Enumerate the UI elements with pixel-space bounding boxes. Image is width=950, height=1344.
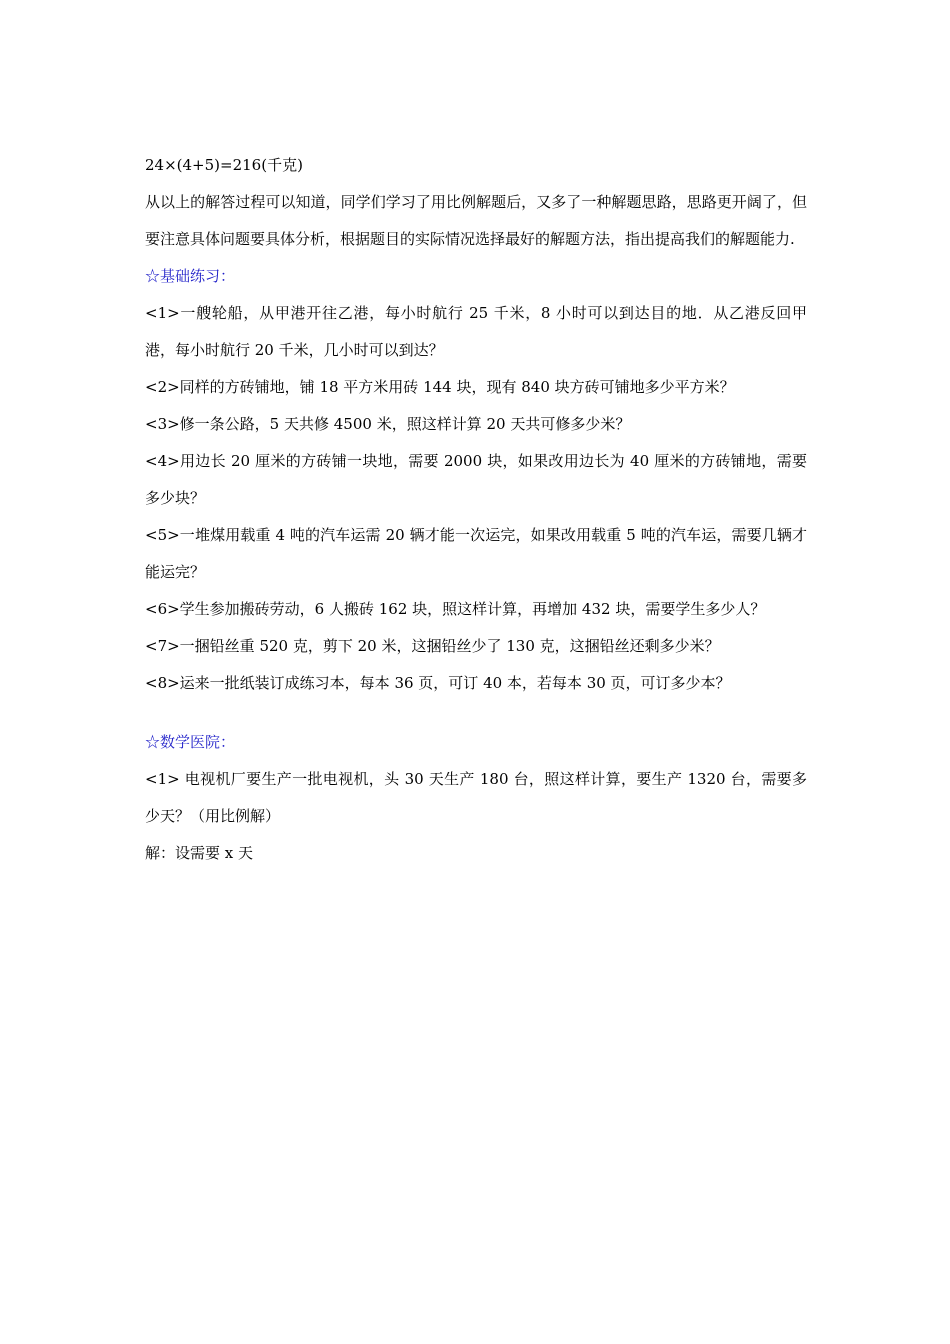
section-gap — [145, 702, 807, 724]
basic-practice-title: ☆基础练习： — [145, 267, 236, 285]
document-body — [145, 147, 807, 872]
math-hospital-title: ☆数学医院： — [145, 733, 236, 751]
basic-question-5: <5>一堆煤用载重 4 吨的汽车运需 20 辆才能一次运完，如果改用载重 5 吨的汽车运，需要几辆才能运完？ — [145, 526, 807, 581]
summary-paragraph: 从以上的解答过程可以知道，同学们学习了用比例解题后，又多了一种解题思路，思路更开阔了，但要注意具体问题要具体分析，根据题目的实际情况选择最好的解题方法，指出提高我们的解题能力. — [145, 193, 807, 248]
formula-line: 24×(4+5)=216(千克) — [145, 156, 303, 174]
basic-question-3: <3>修一条公路，5 天共修 4500 米，照这样计算 20 天共可修多少米？ — [145, 415, 631, 433]
basic-question-6: <6>学生参加搬砖劳动，6 人搬砖 162 块，照这样计算，再增加 432 块，需要学生多少人？ — [145, 600, 766, 618]
basic-question-2: <2>同样的方砖铺地，铺 18 平方米用砖 144 块，现有 840 块方砖可铺地多少平方米？ — [145, 378, 735, 396]
basic-question-8: <8>运来一批纸装订成练习本，每本 36 页，可订 40 本，若每本 30 页，可订多少本？ — [145, 674, 731, 692]
hospital-question-1: <1> 电视机厂要生产一批电视机，头 30 天生产 180 台，照这样计算，要生产 1320 台，需要多少天？（用比例解） — [145, 770, 807, 825]
hospital-answer-line: 解：设需要 x 天 — [145, 844, 253, 862]
basic-question-7: <7>一捆铅丝重 520 克，剪下 20 米，这捆铅丝少了 130 克，这捆铅丝还剩多少米？ — [145, 637, 720, 655]
basic-question-1: <1>一艘轮船，从甲港开往乙港，每小时航行 25 千米，8 小时可以到达目的地．从乙港反回甲港，每小时航行 20 千米，几小时可以到达？ — [145, 304, 807, 359]
basic-question-4: <4>用边长 20 厘米的方砖铺一块地，需要 2000 块，如果改用边长为 40 厘米的方砖铺地，需要多少块？ — [145, 452, 807, 507]
